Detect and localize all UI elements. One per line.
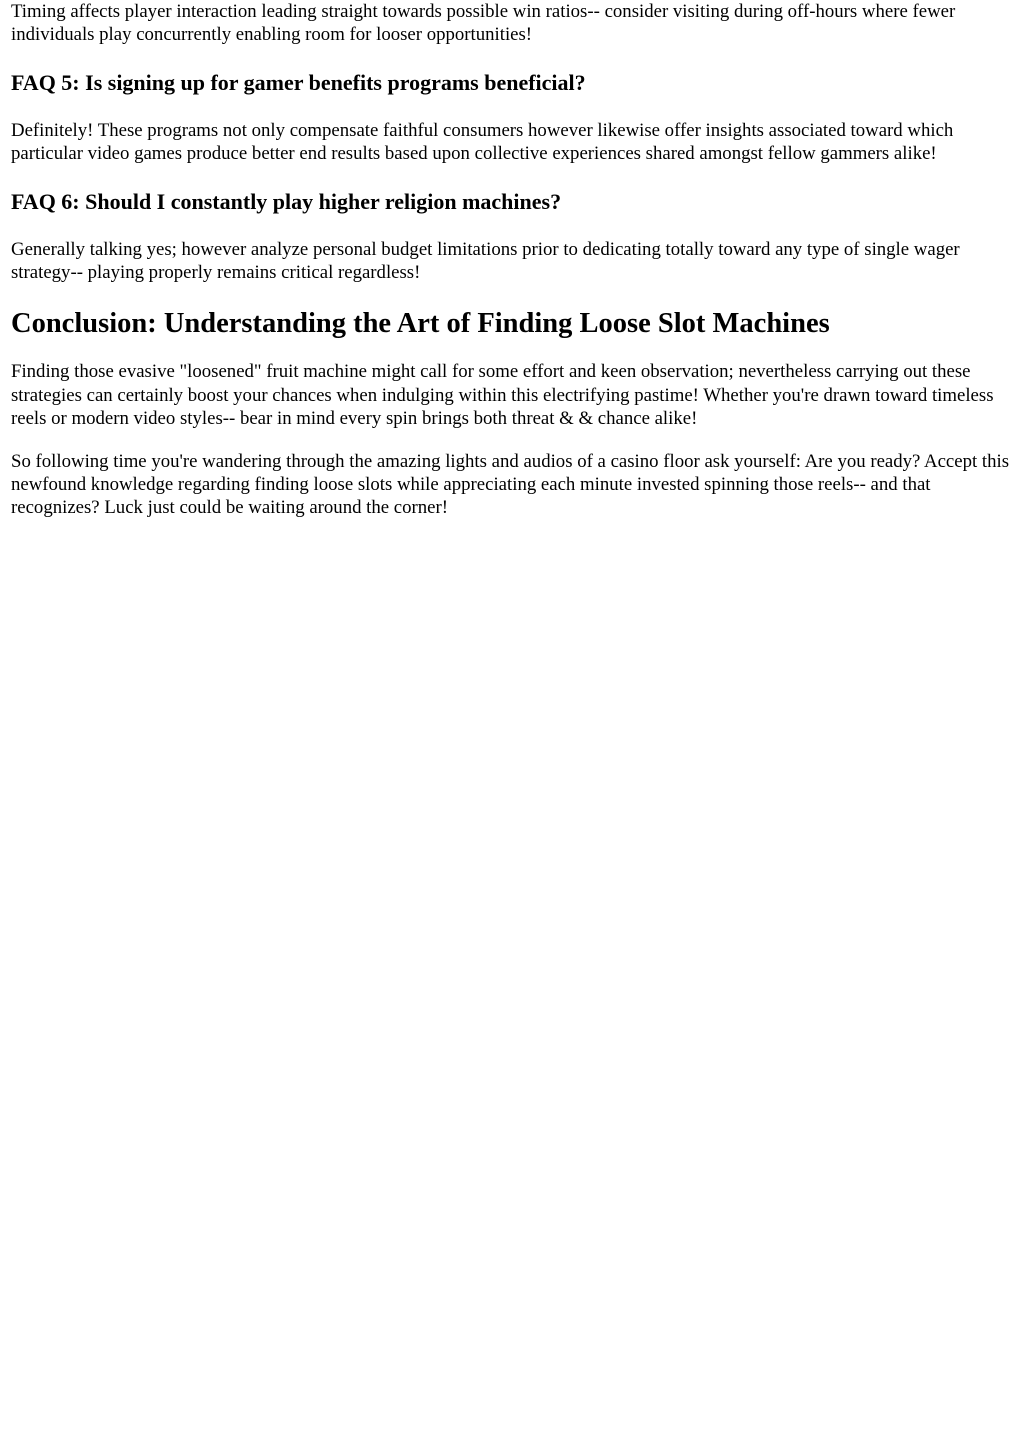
conclusion-paragraph: Finding those evasive "loosened" fruit machine might call for some effort and keen observation; nevertheless carrying out these strategies can certainly boost your chances when indulging within this electrifying pastime! Whether you're drawn toward timeless reels or modern video styles-- bear in mind every spin brings both threat & & chance alike! xyxy=(11,361,994,430)
faq-6-answer-paragraph: Generally talking yes; however analyze personal budget limitations prior to dedicating totally toward any type of single wager strategy-- playing properly remains critical regardless! xyxy=(11,238,960,284)
faq-6-question-heading: FAQ 6: Should I constantly play higher religion machines? xyxy=(11,188,562,214)
faq-5-answer-paragraph: Definitely! These programs not only compensate faithful consumers however likewise offer insights associated toward which particular video games produce better end results based upon collective experiences shared amongst fellow gammers alike! xyxy=(11,119,954,165)
intro-paragraph: Timing affects player interaction leading straight towards possible win ratios-- consider visiting during off-hours where fewer individuals play concurrently enabling room for looser opportunities! xyxy=(11,1,956,46)
conclusion-heading: Conclusion: Understanding the Art of Finding Loose Slot Machines xyxy=(11,308,830,340)
conclusion-paragraph: So following time you're wandering through the amazing lights and audios of a casino floor ask yourself: Are you ready? Accept this newfound knowledge regarding finding loose slots while appreciating each minute invested spinning those reels-- and that recognizes? Luck just could be waiting around the corner! xyxy=(11,450,1010,519)
faq-5-question-heading: FAQ 5: Is signing up for gamer benefits programs beneficial? xyxy=(11,69,586,95)
